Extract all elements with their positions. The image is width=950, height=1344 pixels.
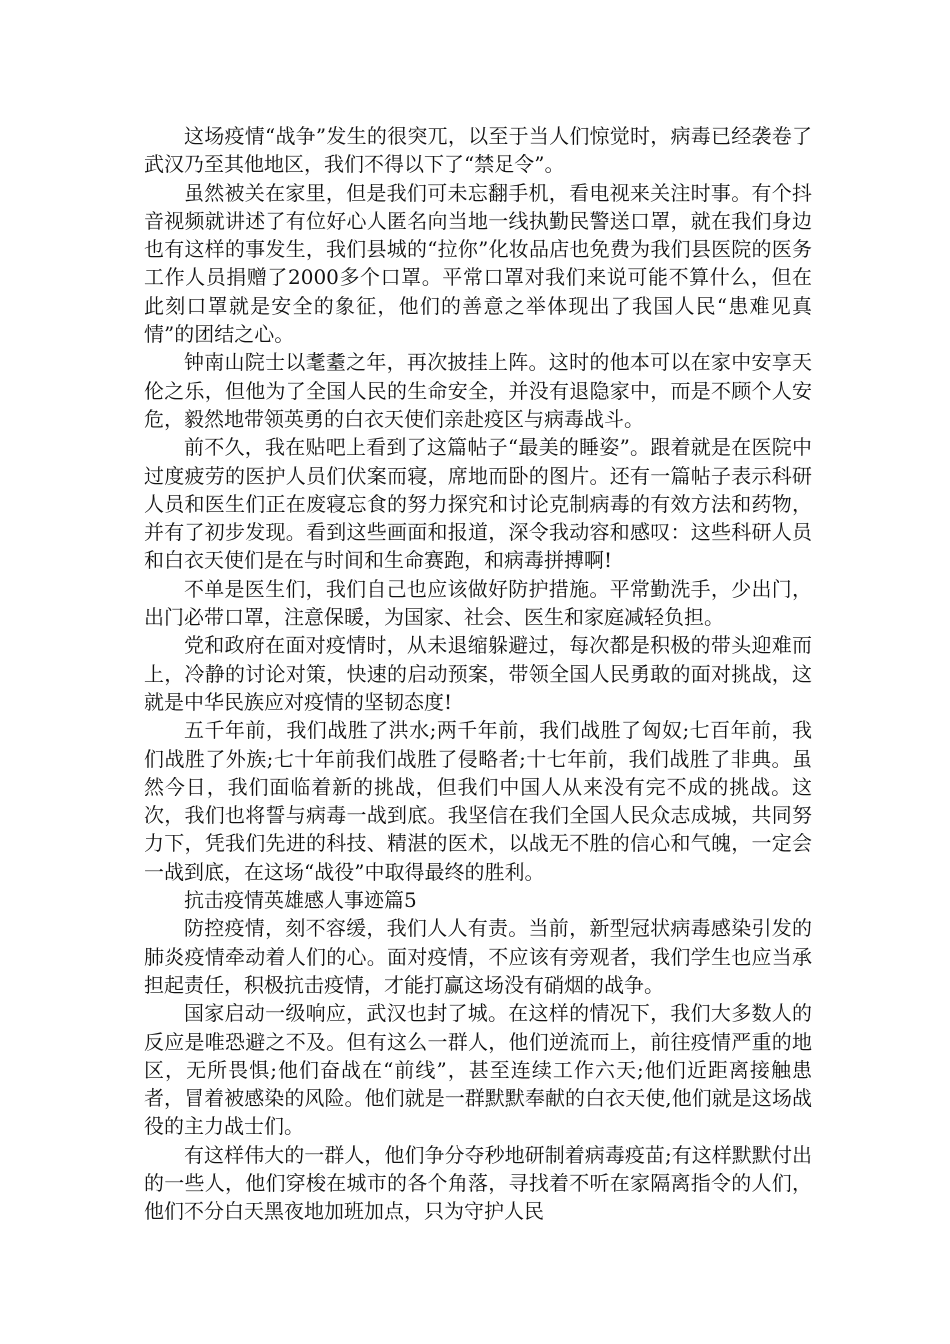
paragraph: 这场疫情“战争”发生的很突兀，以至于当人们惊觉时，病毒已经袭卷了武汉乃至其他地区，我们不得以下了“禁足令”。 [144,124,812,177]
paragraph: 有这样伟大的一群人，他们争分夺秒地研制着病毒疫苗;有这样默默付出的一些人，他们穿梭在城市的各个角落，寻找着不听在家隔离指令的人们，他们不分白天黑夜地加班加点，只为守护人民 [144,1142,812,1224]
paragraph: 国家启动一级响应，武汉也封了城。在这样的情况下，我们大多数人的反应是唯恐避之不及。但有这么一群人，他们逆流而上，前往疫情严重的地区，无所畏惧;他们奋战在“前线”，甚至连续工作六天;他们近距离接触患者，冒着被感染的风险。他们就是一群默默奉献的白衣天使,他们就是这场战役的主力战士们。 [144,1001,812,1139]
paragraph: 防控疫情，刻不容缓，我们人人有责。当前，新型冠状病毒感染引发的肺炎疫情牵动着人们的心。面对疫情，不应该有旁观者，我们学生也应当承担起责任，积极抗击疫情，才能打赢这场没有硝烟的战争。 [144,916,812,997]
paragraph: 不单是医生们，我们自己也应该做好防护措施。平常勤洗手，少出门，出门必带口罩，注意保暖，为国家、社会、医生和家庭减轻负担。 [144,576,812,630]
paragraph: 虽然被关在家里，但是我们可未忘翻手机，看电视来关注时事。有个抖音视频就讲述了有位好心人匿名向当地一线执勤民警送口罩，就在我们身边也有这样的事发生，我们县城的“拉你”化妆品店也免费为我们县医院的医务工作人员捐赠了2000多个口罩。平常口罩对我们来说可能不算什么，但在此刻口罩就是安全的象征，他们的善意之举体现出了我国人民“患难见真情”的团结之心。 [144,180,812,347]
document-body [144,122,812,1226]
paragraph: 钟南山院士以耄耋之年，再次披挂上阵。这时的他本可以在家中安享天伦之乐，但他为了全国人民的生命安全，并没有退隐家中，而是不顾个人安危，毅然地带领英勇的白衣天使们亲赴疫区与病毒战斗。 [144,350,812,431]
paragraph: 党和政府在面对疫情时，从未退缩躲避过，每次都是积极的带头迎难而上，冷静的讨论对策，快速的启动预案，带领全国人民勇敢的面对挑战，这就是中华民族应对疫情的坚韧态度! [144,633,812,714]
paragraph: 五千年前，我们战胜了洪水;两千年前，我们战胜了匈奴;七百年前，我们战胜了外族;七十年前我们战胜了侵略者;十七年前，我们战胜了非典。虽然今日，我们面临着新的挑战，但我们中国人从来没有完不成的挑战。这次，我们也将誓与病毒一战到底。我坚信在我们全国人民众志成城，共同努力下，凭我们先进的科技、精湛的医术，以战无不胜的信心和气魄，一定会一战到底，在这场“战役”中取得最终的胜利。 [144,718,812,884]
paragraph: 前不久，我在贴吧上看到了这篇帖子“最美的睡姿”。跟着就是在医院中过度疲劳的医护人员们伏案而寝，席地而卧的图片。还有一篇帖子表示科研人员和医生们正在废寝忘食的努力探究和讨论克制病毒的有效方法和药物，并有了初步发现。看到这些画面和报道，深令我动容和感叹：这些科研人员和白衣天使们是在与时间和生命赛跑，和病毒拼搏啊! [144,435,812,573]
section-heading: 抗击疫情英雄感人事迹篇5 [184,888,417,913]
